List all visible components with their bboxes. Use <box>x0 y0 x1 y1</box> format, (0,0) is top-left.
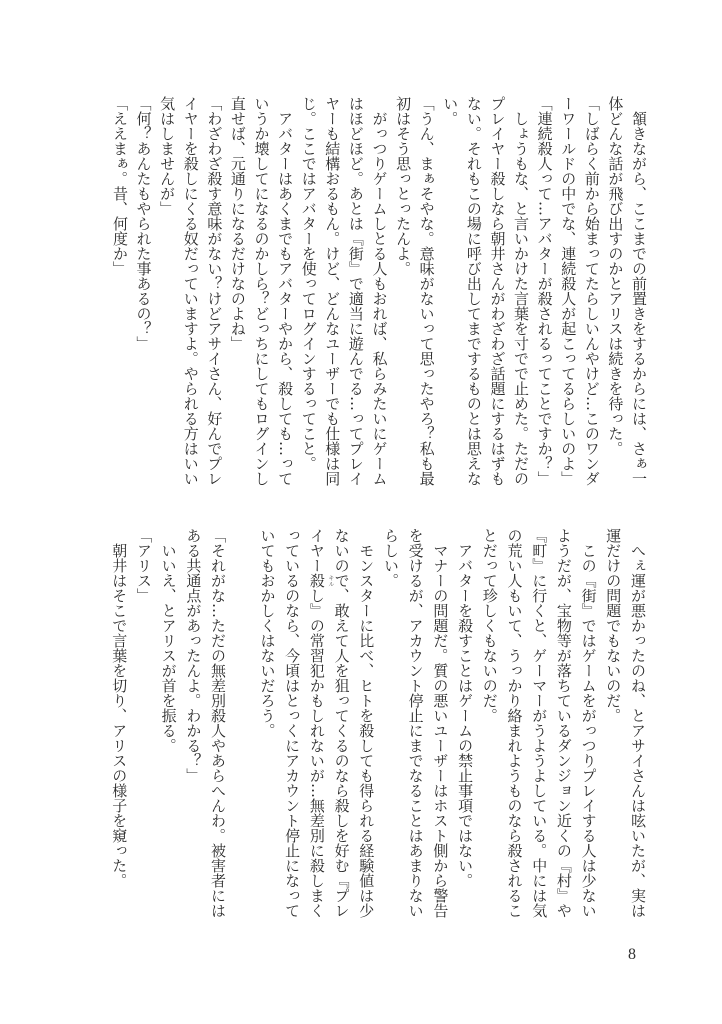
text-line: 頷きながら、ここまでの前置きをするからには、さぁ一 <box>630 96 648 486</box>
ruby-base <box>307 573 334 603</box>
text-line: 「それがな…ただの無差別殺人やあらへんわ。被害者には <box>209 528 228 918</box>
text-line: じ。ここではアバターを使ってログインするってこと。 <box>299 96 318 471</box>
page-number: 8 <box>628 946 636 963</box>
text-line: はほどほど。あとは『街』で適当に遊んでる…ってプレイ <box>346 96 365 486</box>
text-line: 初はそう思っとったんよ。 <box>394 96 413 276</box>
text-line: 朝井はそこで言葉を切り、アリスの様子を窺った。 <box>110 528 129 888</box>
text-line: 「連続殺人って…アバターが殺されるってことですか？」 <box>535 96 554 486</box>
ruby-base-text: 殺し <box>307 573 326 603</box>
text-line: へぇ運が悪かったのね、とアサイさんは呟いたが、実は <box>629 528 647 918</box>
text-line: 「うん、まぁそやな。意味がないって思ったやろ？私も最 <box>417 96 436 486</box>
text-line: がっつりゲームしとる人もおれば、私らみたいにゲーム <box>370 96 389 486</box>
text-line: マナーの問題だ。質の悪いユーザーはホスト側から警告 <box>431 528 450 918</box>
text-line: を受けるが、アカウント停止にまでなることはあまりない <box>406 528 425 918</box>
text-line: 直せば、元通りになるだけなのよね」 <box>228 96 247 351</box>
text-line: とだって珍しくもないのだ。 <box>480 528 499 723</box>
text-line: の荒い人もいて、うっかり絡まれようものなら殺されるこ <box>505 528 524 918</box>
text-line: 「しばらく前から始まってたらしいんやけど…このワンダ <box>582 96 601 486</box>
text-line: 「何？あんたもやられた事あるの？」 <box>134 96 153 351</box>
text-line: ある共通点があったんよ。わかる？」 <box>184 528 203 783</box>
text-line: いてもおかしくはないだろう。 <box>258 528 277 738</box>
text-line: アバターはあくまでもアバターやから、殺しても…って <box>276 96 295 486</box>
text-line: 「アリス」 <box>134 528 153 603</box>
text-line: ない。それもこの場に呼び出してまでするものとは思えな <box>464 96 483 486</box>
text-block-lower <box>107 528 650 928</box>
text-segment: イヤー <box>307 528 326 573</box>
text-line: らしい。 <box>381 528 400 588</box>
text-line: い。 <box>441 96 460 126</box>
text-line: 運だけの問題でもないのだ。 <box>604 528 623 723</box>
text-line: 気はしませんが」 <box>158 96 177 216</box>
text-block-upper <box>107 96 650 496</box>
text-line: ないので、敢えて人を狙ってくるのなら殺しを好む『プレ <box>332 528 351 918</box>
text-line: 「ええまぁ。昔、何度か」 <box>110 96 129 276</box>
text-segment: 』の常習犯かもしれないが…無差別に殺しまく <box>307 603 326 918</box>
text-line: 体どんな話が飛び出すのかとアリスは続きを待った。 <box>606 96 625 456</box>
text-line: 『町』に行くと、ゲーマーがうようよしている。中には気 <box>530 528 549 918</box>
text-line: イヤーを殺しにくる奴だっていますよ。やられる方はいい <box>181 96 200 486</box>
text-line-with-ruby <box>304 528 334 928</box>
text-line: いいえ、とアリスが首を振る。 <box>159 528 178 753</box>
text-line: ようだが、宝物等が落ちているダンジョン近くの『村』や <box>554 528 573 918</box>
text-line: いうか壊してになるのかしら？どっちにしてもログインし <box>252 96 271 486</box>
ruby-annotation: キル <box>326 575 334 587</box>
text-line <box>230 528 255 928</box>
text-line: っているのなら、今頃はとっくにアカウント停止になって <box>283 528 302 918</box>
text-line: この『街』ではゲームをがっつりプレイする人は少ない <box>579 528 598 918</box>
text-line: しょうもな、と言いかけた言葉を寸でで止めた。ただの <box>512 96 531 486</box>
text-line: ーワールドの中でな、連続殺人が起こってるらしいのよ」 <box>559 96 578 486</box>
text-line: アバターを殺すことはゲームの禁止事項ではない。 <box>456 528 475 888</box>
text-line: ヤーも結構おるもん。けど、どんなユーザーでも仕様は同 <box>323 96 342 486</box>
text-line: プレイヤー殺しなら朝井さんがわざわざ話題にするはずも <box>488 96 507 486</box>
text-line: モンスターに比べ、ヒトを殺しても得られる経験値は少 <box>357 528 376 918</box>
text-line: 「わざわざ殺す意味がない？けどアサイさん、好んでプレ <box>205 96 224 486</box>
